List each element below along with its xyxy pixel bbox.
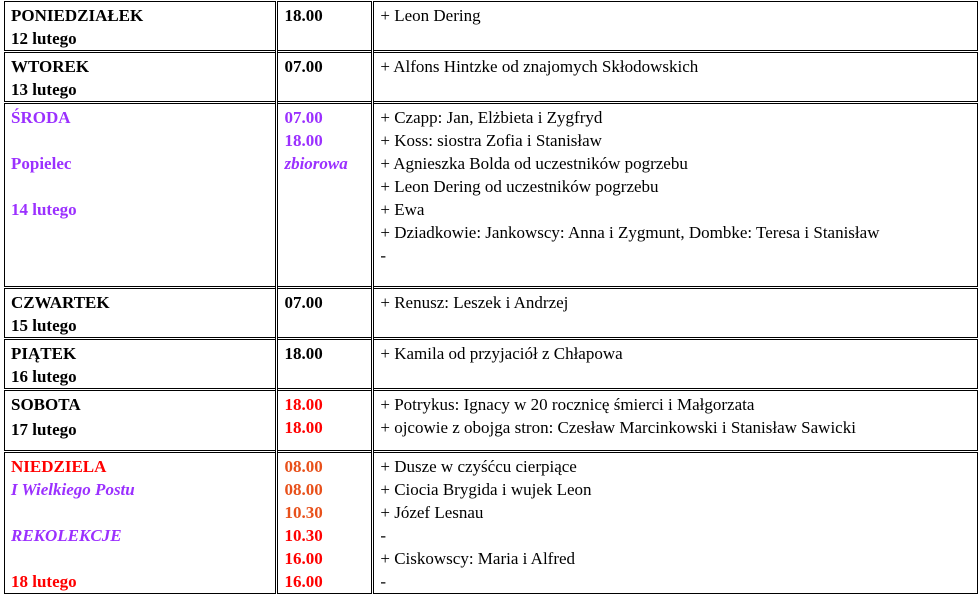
mass-schedule-table [4, 1, 978, 594]
intention-cell [373, 288, 978, 339]
mass-time: 18.00 [284, 344, 323, 363]
day-cell [5, 390, 277, 452]
mass-time: 07.00 [284, 293, 323, 312]
intention: + Koss: siostra Zofia i Stanisław [380, 131, 602, 150]
intention-cell [373, 2, 978, 52]
spacer [11, 175, 271, 198]
schedule-row-tuesday [5, 52, 978, 103]
mass-time: 10.30 [284, 503, 323, 522]
schedule-row-monday [5, 2, 978, 52]
mass-time: 07.00 [284, 108, 323, 127]
intention-cell [373, 103, 978, 288]
day-name: CZWARTEK [11, 293, 110, 312]
day-name: SOBOTA [11, 395, 81, 414]
mass-time: 10.30 [284, 526, 323, 545]
schedule-row-wednesday [5, 103, 978, 288]
intention: + Leon Dering [380, 6, 481, 25]
intention: + ojcowie z obojga stron: Czesław Marcinkowski i Stanisław Sawicki [380, 418, 856, 437]
spacer [11, 501, 271, 524]
day-date: 16 lutego [11, 367, 77, 386]
time-cell [277, 288, 373, 339]
schedule-row-sunday [5, 452, 978, 594]
schedule-row-saturday [5, 390, 978, 452]
mass-time: 18.00 [284, 131, 323, 150]
intention: + Józef Lesnau [380, 503, 484, 522]
day-cell [5, 2, 277, 52]
intention-cell [373, 390, 978, 452]
intention-cell [373, 52, 978, 103]
day-cell [5, 452, 277, 594]
mass-time: 18.00 [284, 6, 323, 25]
mass-time-note: zbiorowa [284, 154, 348, 173]
intention: + Alfons Hintzke od znajomych Skłodowskich [380, 57, 699, 76]
intention: + Leon Dering od uczestników pogrzebu [380, 177, 659, 196]
day-cell [5, 339, 277, 390]
mass-time: 18.00 [284, 395, 323, 414]
intention: + Agnieszka Bolda od uczestników pogrzebu [380, 154, 688, 173]
schedule-row-friday [5, 339, 978, 390]
day-cell [5, 52, 277, 103]
spacer [11, 129, 271, 152]
intention: + Potrykus: Ignacy w 20 rocznicę śmierci i Małgorzata [380, 395, 755, 414]
time-cell [277, 390, 373, 452]
mass-time: 08.00 [284, 457, 323, 476]
day-name: PONIEDZIAŁEK [11, 6, 144, 25]
day-name: ŚRODA [11, 108, 71, 127]
intention: + Ewa [380, 200, 425, 219]
intention: + Dziadkowie: Jankowscy: Anna i Zygmunt, Dombke: Teresa i Stanisław [380, 223, 880, 242]
day-subtitle: I Wielkiego Postu [11, 480, 135, 499]
mass-time: 07.00 [284, 57, 323, 76]
intention-cell [373, 452, 978, 594]
mass-time: 16.00 [284, 572, 323, 591]
day-date: 13 lutego [11, 80, 77, 99]
intention: + Czapp: Jan, Elżbieta i Zygfryd [380, 108, 603, 127]
spacer [11, 547, 271, 570]
intention: - [380, 526, 387, 545]
time-cell [277, 452, 373, 594]
day-date: 12 lutego [11, 29, 77, 48]
intention: - [380, 246, 387, 265]
intention: + Dusze w czyśćcu cierpiące [380, 457, 577, 476]
day-date: 14 lutego [11, 200, 77, 219]
time-cell [277, 339, 373, 390]
day-note: REKOLEKCJE [11, 526, 122, 545]
mass-time: 18.00 [284, 418, 323, 437]
day-date: 17 lutego [11, 420, 77, 439]
time-cell [277, 103, 373, 288]
intention-cell [373, 339, 978, 390]
time-cell [277, 52, 373, 103]
intention: + Ciskowscy: Maria i Alfred [380, 549, 576, 568]
intention: - [380, 572, 387, 591]
day-date: 15 lutego [11, 316, 77, 335]
intention: + Ciocia Brygida i wujek Leon [380, 480, 592, 499]
day-subtitle: Popielec [11, 154, 72, 173]
intention: + Kamila od przyjaciół z Chłapowa [380, 344, 623, 363]
intention: + Renusz: Leszek i Andrzej [380, 293, 569, 312]
mass-time: 08.00 [284, 480, 323, 499]
schedule-row-thursday [5, 288, 978, 339]
mass-time: 16.00 [284, 549, 323, 568]
time-cell [277, 2, 373, 52]
day-date: 18 lutego [11, 572, 77, 591]
day-name: PIĄTEK [11, 344, 77, 363]
day-cell [5, 103, 277, 288]
day-name: WTOREK [11, 57, 90, 76]
day-name: NIEDZIELA [11, 457, 107, 476]
day-cell [5, 288, 277, 339]
